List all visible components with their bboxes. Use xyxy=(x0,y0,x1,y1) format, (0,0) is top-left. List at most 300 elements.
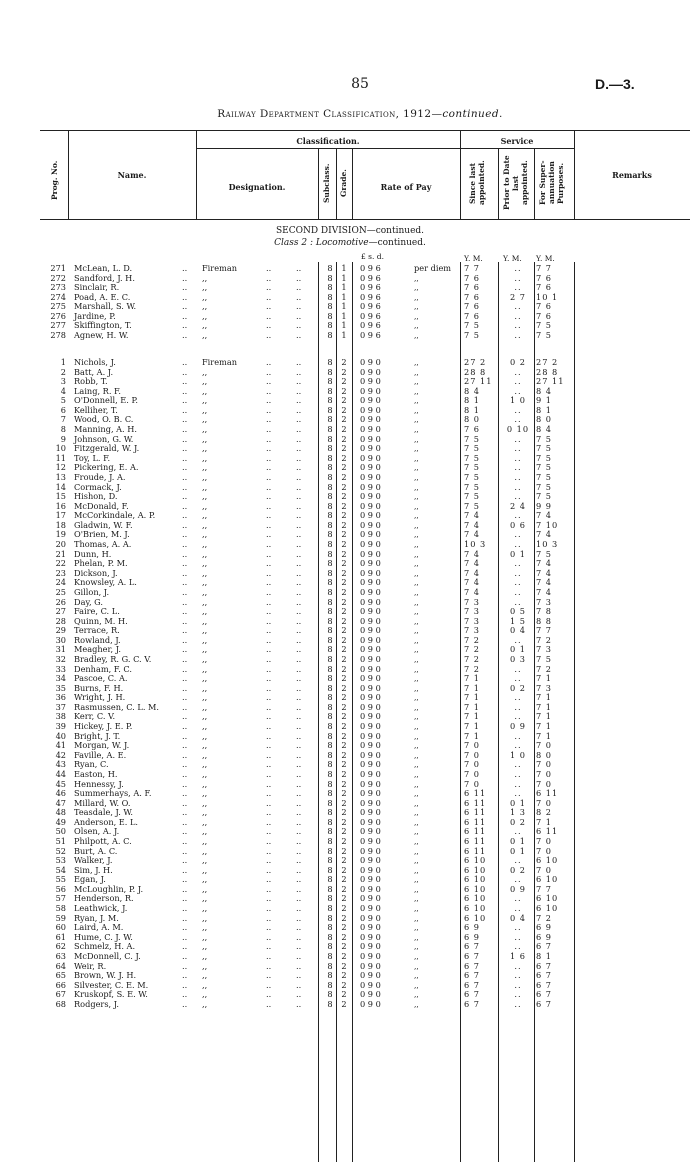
leader-dots: .. xyxy=(296,644,302,655)
prog-number: 27 xyxy=(55,606,66,617)
title-main: Railway Department Classification, 1912 xyxy=(217,108,432,120)
prior-to-date: 0 1 xyxy=(509,644,527,655)
employee-name: Meagher, J. xyxy=(74,644,121,655)
superannuation-service: 6 11 xyxy=(536,788,559,799)
rate-of-pay: 0 9 0 xyxy=(360,912,381,923)
leader-dots: .. xyxy=(296,931,302,942)
grade: 2 xyxy=(341,864,347,875)
designation: ,, xyxy=(202,893,208,904)
superannuation-service: 7 4 xyxy=(536,567,553,578)
designation: ,, xyxy=(202,682,208,693)
prior-to-date: .. xyxy=(514,282,522,293)
employee-name: Dickson, J. xyxy=(74,567,118,578)
leader-dots: .. xyxy=(296,922,302,933)
rate-of-pay: 0 9 0 xyxy=(360,903,381,914)
per-diem: ,, xyxy=(414,846,419,856)
since-last-appointed: 6 11 xyxy=(464,797,487,808)
subclass: 8 xyxy=(327,320,333,331)
leader-dots: .. xyxy=(296,634,302,645)
superannuation-service: 6 11 xyxy=(536,826,559,837)
since-last-appointed: 7 4 xyxy=(464,586,481,597)
leader-dots: .. xyxy=(296,826,302,837)
prog-number: 23 xyxy=(55,567,66,578)
designation: ,, xyxy=(202,529,208,540)
prog-number: 47 xyxy=(55,797,66,808)
employee-name: Anderson, E. L. xyxy=(74,816,139,827)
prog-number: 63 xyxy=(55,950,66,961)
since-last-appointed: 7 7 xyxy=(464,263,481,273)
rate-of-pay: 0 9 0 xyxy=(360,826,381,837)
designation: ,, xyxy=(202,816,208,827)
superannuation-service: 9 1 xyxy=(536,395,553,406)
leader-dots: .. xyxy=(296,960,302,971)
leader-dots: .. xyxy=(296,357,302,367)
superannuation-service: 6 10 xyxy=(536,903,559,914)
subclass: 8 xyxy=(327,310,333,321)
leader-dots: .. xyxy=(296,539,302,550)
prog-number: 21 xyxy=(55,548,66,559)
rate-of-pay: 0 9 0 xyxy=(360,970,381,981)
leader-dots: .. xyxy=(296,414,302,425)
employee-name: Millard, W. O. xyxy=(74,797,131,808)
leader-dots: .. xyxy=(296,471,302,482)
prior-to-date: .. xyxy=(514,941,522,952)
leader-dots: .. xyxy=(182,548,188,559)
employee-name: Faire, C. L. xyxy=(74,606,120,617)
prog-number: 45 xyxy=(55,778,66,789)
grade: 2 xyxy=(341,491,347,502)
prior-to-date: .. xyxy=(514,471,522,482)
leader-dots: .. xyxy=(296,740,302,751)
leader-dots: .. xyxy=(266,301,272,312)
grade: 2 xyxy=(341,606,347,617)
leader-dots: .. xyxy=(182,893,188,904)
subclass: 8 xyxy=(327,376,333,387)
designation: ,, xyxy=(202,903,208,914)
grade: 2 xyxy=(341,395,347,406)
header-service: Service xyxy=(500,136,534,146)
rate-of-pay: 0 9 0 xyxy=(360,845,381,856)
leader-dots: .. xyxy=(296,452,302,463)
superannuation-service: 7 5 xyxy=(536,653,553,664)
leader-dots: .. xyxy=(182,357,188,367)
since-last-appointed: 7 1 xyxy=(464,692,481,703)
rate-of-pay: 0 9 0 xyxy=(360,807,381,818)
since-last-appointed: 7 1 xyxy=(464,701,481,712)
grade: 2 xyxy=(341,385,347,396)
leader-dots: .. xyxy=(266,263,272,273)
since-last-appointed: 7 0 xyxy=(464,740,481,751)
subclass: 8 xyxy=(327,682,333,693)
employee-name: Johnson, G. W. xyxy=(74,433,134,444)
leader-dots: .. xyxy=(296,558,302,569)
leader-dots: .. xyxy=(266,721,272,732)
leader-dots: .. xyxy=(296,998,302,1009)
leader-dots: .. xyxy=(296,519,302,530)
leader-dots: .. xyxy=(182,653,188,664)
prior-to-date: .. xyxy=(514,788,522,799)
superannuation-service: 7 0 xyxy=(536,759,553,770)
employee-name: Olsen, A. J. xyxy=(74,826,120,837)
grade: 2 xyxy=(341,366,347,377)
table-row xyxy=(0,1000,700,1010)
employee-name: Rodgers, J. xyxy=(74,998,119,1009)
rate-of-pay: 0 9 0 xyxy=(360,634,381,645)
leader-dots: .. xyxy=(266,615,272,626)
rate-of-pay: 0 9 0 xyxy=(360,606,381,617)
leader-dots: .. xyxy=(296,263,302,273)
prog-number: 60 xyxy=(55,922,66,933)
superannuation-service: 7 1 xyxy=(536,673,553,684)
leader-dots: .. xyxy=(296,950,302,961)
per-diem: ,, xyxy=(414,808,419,818)
leader-dots: .. xyxy=(296,759,302,770)
per-diem: ,, xyxy=(414,942,419,952)
per-diem: ,, xyxy=(414,923,419,933)
subclass: 8 xyxy=(327,282,333,293)
since-last-appointed: 7 4 xyxy=(464,558,481,569)
per-diem: ,, xyxy=(414,817,419,827)
rate-of-pay: 0 9 0 xyxy=(360,998,381,1009)
prior-to-date: .. xyxy=(514,778,522,789)
prog-number: 272 xyxy=(50,272,66,283)
classification-rule xyxy=(196,148,460,149)
designation: ,, xyxy=(202,395,208,406)
leader-dots: .. xyxy=(266,730,272,741)
designation: ,, xyxy=(202,567,208,578)
prog-number: 276 xyxy=(50,310,66,321)
leader-dots: .. xyxy=(266,519,272,530)
per-diem: ,, xyxy=(414,731,419,741)
leader-dots: .. xyxy=(266,395,272,406)
subclass: 8 xyxy=(327,912,333,923)
prog-number: 9 xyxy=(60,433,66,444)
subclass: 8 xyxy=(327,577,333,588)
superannuation-service: 7 6 xyxy=(536,272,553,283)
rule-v3 xyxy=(318,148,319,219)
leader-dots: .. xyxy=(296,443,302,454)
per-diem: ,, xyxy=(414,760,419,770)
superannuation-service: 7 6 xyxy=(536,301,553,312)
employee-name: Ryan, J. M. xyxy=(74,912,119,923)
leader-dots: .. xyxy=(296,606,302,617)
rate-of-pay: 0 9 0 xyxy=(360,491,381,502)
prog-number: 271 xyxy=(50,263,66,273)
rate-of-pay: 0 9 6 xyxy=(360,310,381,321)
grade: 2 xyxy=(341,788,347,799)
ym-since: Y. M. xyxy=(464,254,483,263)
per-diem: ,, xyxy=(414,415,419,425)
leader-dots: .. xyxy=(296,301,302,312)
employee-name: Dunn, H. xyxy=(74,548,112,559)
per-diem: ,, xyxy=(414,453,419,463)
subclass: 8 xyxy=(327,634,333,645)
employee-name: Gladwin, W. F. xyxy=(74,519,133,530)
grade: 2 xyxy=(341,424,347,435)
subclass: 8 xyxy=(327,615,333,626)
leader-dots: .. xyxy=(296,500,302,511)
grade: 2 xyxy=(341,548,347,559)
grade: 2 xyxy=(341,625,347,636)
employee-name: Gillon, J. xyxy=(74,586,110,597)
per-diem: ,, xyxy=(414,875,419,885)
leader-dots: .. xyxy=(266,272,272,283)
rate-of-pay: 0 9 6 xyxy=(360,272,381,283)
leader-dots: .. xyxy=(266,970,272,981)
employee-name: Batt, A. J. xyxy=(74,366,114,377)
leader-dots: .. xyxy=(296,768,302,779)
superannuation-service: 8 1 xyxy=(536,404,553,415)
subclass: 8 xyxy=(327,960,333,971)
employee-name: Silvester, C. E. M. xyxy=(74,979,149,990)
leader-dots: .. xyxy=(182,855,188,866)
employee-name: Sim, J. H. xyxy=(74,864,113,875)
per-diem: ,, xyxy=(414,913,419,923)
prior-to-date: .. xyxy=(514,740,522,751)
since-last-appointed: 6 11 xyxy=(464,826,487,837)
leader-dots: .. xyxy=(296,320,302,331)
leader-dots: .. xyxy=(182,424,188,435)
employee-name: Pascoe, C. A. xyxy=(74,673,128,684)
leader-dots: .. xyxy=(296,272,302,283)
designation: ,, xyxy=(202,759,208,770)
designation: ,, xyxy=(202,376,208,387)
prior-to-date: .. xyxy=(514,903,522,914)
since-last-appointed: 8 1 xyxy=(464,404,481,415)
prior-to-date: 0 2 xyxy=(509,864,527,875)
prior-to-date: 0 10 xyxy=(506,424,530,435)
leader-dots: .. xyxy=(266,663,272,674)
subclass: 8 xyxy=(327,759,333,770)
leader-dots: .. xyxy=(266,788,272,799)
leader-dots: .. xyxy=(266,548,272,559)
grade: 2 xyxy=(341,500,347,511)
grade: 2 xyxy=(341,653,347,664)
subclass: 8 xyxy=(327,481,333,492)
since-last-appointed: 7 4 xyxy=(464,548,481,559)
superannuation-service: 7 2 xyxy=(536,912,553,923)
leader-dots: .. xyxy=(182,883,188,894)
leader-dots: .. xyxy=(266,979,272,990)
leader-dots: .. xyxy=(296,510,302,521)
leader-dots: .. xyxy=(182,759,188,770)
subclass: 8 xyxy=(327,883,333,894)
header-remarks: Remarks xyxy=(612,170,652,180)
leader-dots: .. xyxy=(266,481,272,492)
subclass: 8 xyxy=(327,816,333,827)
subclass: 8 xyxy=(327,903,333,914)
leader-dots: .. xyxy=(182,263,188,273)
rate-of-pay: 0 9 0 xyxy=(360,989,381,1000)
leader-dots: .. xyxy=(182,922,188,933)
leader-dots: .. xyxy=(266,836,272,846)
header-rate-of-pay: Rate of Pay xyxy=(380,182,432,192)
leader-dots: .. xyxy=(266,682,272,693)
employee-name: O'Donnell, E. P. xyxy=(74,395,138,406)
leader-dots: .. xyxy=(296,692,302,703)
designation: ,, xyxy=(202,874,208,885)
since-last-appointed: 7 3 xyxy=(464,625,481,636)
leader-dots: .. xyxy=(182,663,188,674)
per-diem: ,, xyxy=(414,865,419,875)
rate-of-pay: 0 9 0 xyxy=(360,586,381,597)
grade: 2 xyxy=(341,644,347,655)
superannuation-service: 7 6 xyxy=(536,282,553,293)
rate-of-pay: 0 9 0 xyxy=(360,950,381,961)
subclass: 8 xyxy=(327,721,333,732)
subclass: 8 xyxy=(327,291,333,302)
grade: 2 xyxy=(341,558,347,569)
prior-to-date: 1 0 xyxy=(509,395,527,406)
subclass: 8 xyxy=(327,874,333,885)
superannuation-service: 7 5 xyxy=(536,443,553,454)
designation: ,, xyxy=(202,941,208,952)
prog-number: 65 xyxy=(55,970,66,981)
prog-number: 10 xyxy=(55,443,66,454)
rate-of-pay: 0 9 0 xyxy=(360,711,381,722)
grade: 2 xyxy=(341,807,347,818)
since-last-appointed: 7 4 xyxy=(464,519,481,530)
prior-to-date: .. xyxy=(514,263,522,273)
employee-name: Hickey, J. E. P. xyxy=(74,721,133,732)
leader-dots: .. xyxy=(182,903,188,914)
subclass: 8 xyxy=(327,730,333,741)
leader-dots: .. xyxy=(266,500,272,511)
employee-name: Thomas, A. A. xyxy=(74,539,132,550)
subclass: 8 xyxy=(327,663,333,674)
prior-to-date: .. xyxy=(514,874,522,885)
subclass: 8 xyxy=(327,443,333,454)
leader-dots: .. xyxy=(296,788,302,799)
since-last-appointed: 8 1 xyxy=(464,395,481,406)
grade: 2 xyxy=(341,711,347,722)
since-last-appointed: 6 10 xyxy=(464,864,487,875)
per-diem: ,, xyxy=(414,693,419,703)
employee-name: Manning, A. H. xyxy=(74,424,138,435)
grade: 2 xyxy=(341,376,347,387)
since-last-appointed: 7 6 xyxy=(464,301,481,312)
employee-name: Kruskopf, S. E. W. xyxy=(74,989,148,1000)
prior-to-date: .. xyxy=(514,634,522,645)
designation: ,, xyxy=(202,510,208,521)
prior-to-date: .. xyxy=(514,414,522,425)
superannuation-service: 7 0 xyxy=(536,864,553,875)
employee-name: McLean, L. D. xyxy=(74,263,133,273)
grade: 1 xyxy=(341,282,347,293)
prior-to-date: .. xyxy=(514,855,522,866)
per-diem: ,, xyxy=(414,990,419,1000)
since-last-appointed: 7 5 xyxy=(464,491,481,502)
employee-name: Cormack, J. xyxy=(74,481,122,492)
rate-of-pay: 0 9 0 xyxy=(360,701,381,712)
employee-name: Skiffington, T. xyxy=(74,320,132,331)
header-for-super: For Super-annuation Purposes. xyxy=(538,160,565,206)
employee-name: Laird, A. M. xyxy=(74,922,124,933)
since-last-appointed: 7 2 xyxy=(464,644,481,655)
leader-dots: .. xyxy=(266,950,272,961)
prior-to-date: .. xyxy=(514,376,522,387)
prog-number: 36 xyxy=(55,692,66,703)
superannuation-service: 7 0 xyxy=(536,845,553,856)
leader-dots: .. xyxy=(266,989,272,1000)
subclass: 8 xyxy=(327,539,333,550)
superannuation-service: 8 0 xyxy=(536,414,553,425)
header-designation: Designation. xyxy=(228,182,286,192)
prior-to-date: .. xyxy=(514,272,522,283)
leader-dots: .. xyxy=(182,701,188,712)
rate-of-pay: 0 9 0 xyxy=(360,471,381,482)
prior-to-date: .. xyxy=(514,730,522,741)
designation: ,, xyxy=(202,778,208,789)
superannuation-service: 7 1 xyxy=(536,701,553,712)
prior-to-date: .. xyxy=(514,586,522,597)
designation: ,, xyxy=(202,424,208,435)
rate-of-pay: 0 9 0 xyxy=(360,749,381,760)
designation: ,, xyxy=(202,883,208,894)
grade: 2 xyxy=(341,663,347,674)
employee-name: Robb, T. xyxy=(74,376,108,387)
superannuation-service: 7 3 xyxy=(536,682,553,693)
prog-number: 44 xyxy=(55,768,66,779)
rate-of-pay: 0 9 0 xyxy=(360,692,381,703)
class-heading xyxy=(200,238,500,248)
money-units: £ s. d. xyxy=(361,252,384,261)
designation: ,, xyxy=(202,558,208,569)
prog-number: 57 xyxy=(55,893,66,904)
superannuation-service: 9 9 xyxy=(536,500,553,511)
designation: ,, xyxy=(202,366,208,377)
prior-to-date: .. xyxy=(514,759,522,770)
grade: 2 xyxy=(341,922,347,933)
superannuation-service: 7 5 xyxy=(536,548,553,559)
leader-dots: .. xyxy=(266,922,272,933)
employee-name: Pickering, E. A. xyxy=(74,462,139,473)
per-diem: ,, xyxy=(414,482,419,492)
subclass: 8 xyxy=(327,807,333,818)
employee-name: Day, G. xyxy=(74,596,104,607)
employee-name: Knowsley, A. L. xyxy=(74,577,137,588)
per-diem: ,, xyxy=(414,674,419,684)
grade: 2 xyxy=(341,759,347,770)
leader-dots: .. xyxy=(296,701,302,712)
per-diem: ,, xyxy=(414,702,419,712)
prog-number: 8 xyxy=(60,424,66,435)
prog-number: 34 xyxy=(55,673,66,684)
designation: ,, xyxy=(202,845,208,856)
superannuation-service: 7 0 xyxy=(536,778,553,789)
superannuation-service: 7 2 xyxy=(536,663,553,674)
subclass: 8 xyxy=(327,931,333,942)
per-diem: ,, xyxy=(414,425,419,435)
subclass: 8 xyxy=(327,749,333,760)
prior-to-date: 1 5 xyxy=(509,615,527,626)
leader-dots: .. xyxy=(182,682,188,693)
prior-to-date: 0 2 xyxy=(509,816,527,827)
prog-number: 66 xyxy=(55,979,66,990)
superannuation-service: 7 5 xyxy=(536,452,553,463)
subclass: 8 xyxy=(327,301,333,312)
designation: ,, xyxy=(202,960,208,971)
prior-to-date: .. xyxy=(514,539,522,550)
since-last-appointed: 7 5 xyxy=(464,481,481,492)
grade: 2 xyxy=(341,682,347,693)
leader-dots: .. xyxy=(182,778,188,789)
subclass: 8 xyxy=(327,845,333,856)
rate-of-pay: 0 9 0 xyxy=(360,443,381,454)
subclass: 8 xyxy=(327,433,333,444)
prior-to-date: .. xyxy=(514,491,522,502)
since-last-appointed: 7 6 xyxy=(464,272,481,283)
